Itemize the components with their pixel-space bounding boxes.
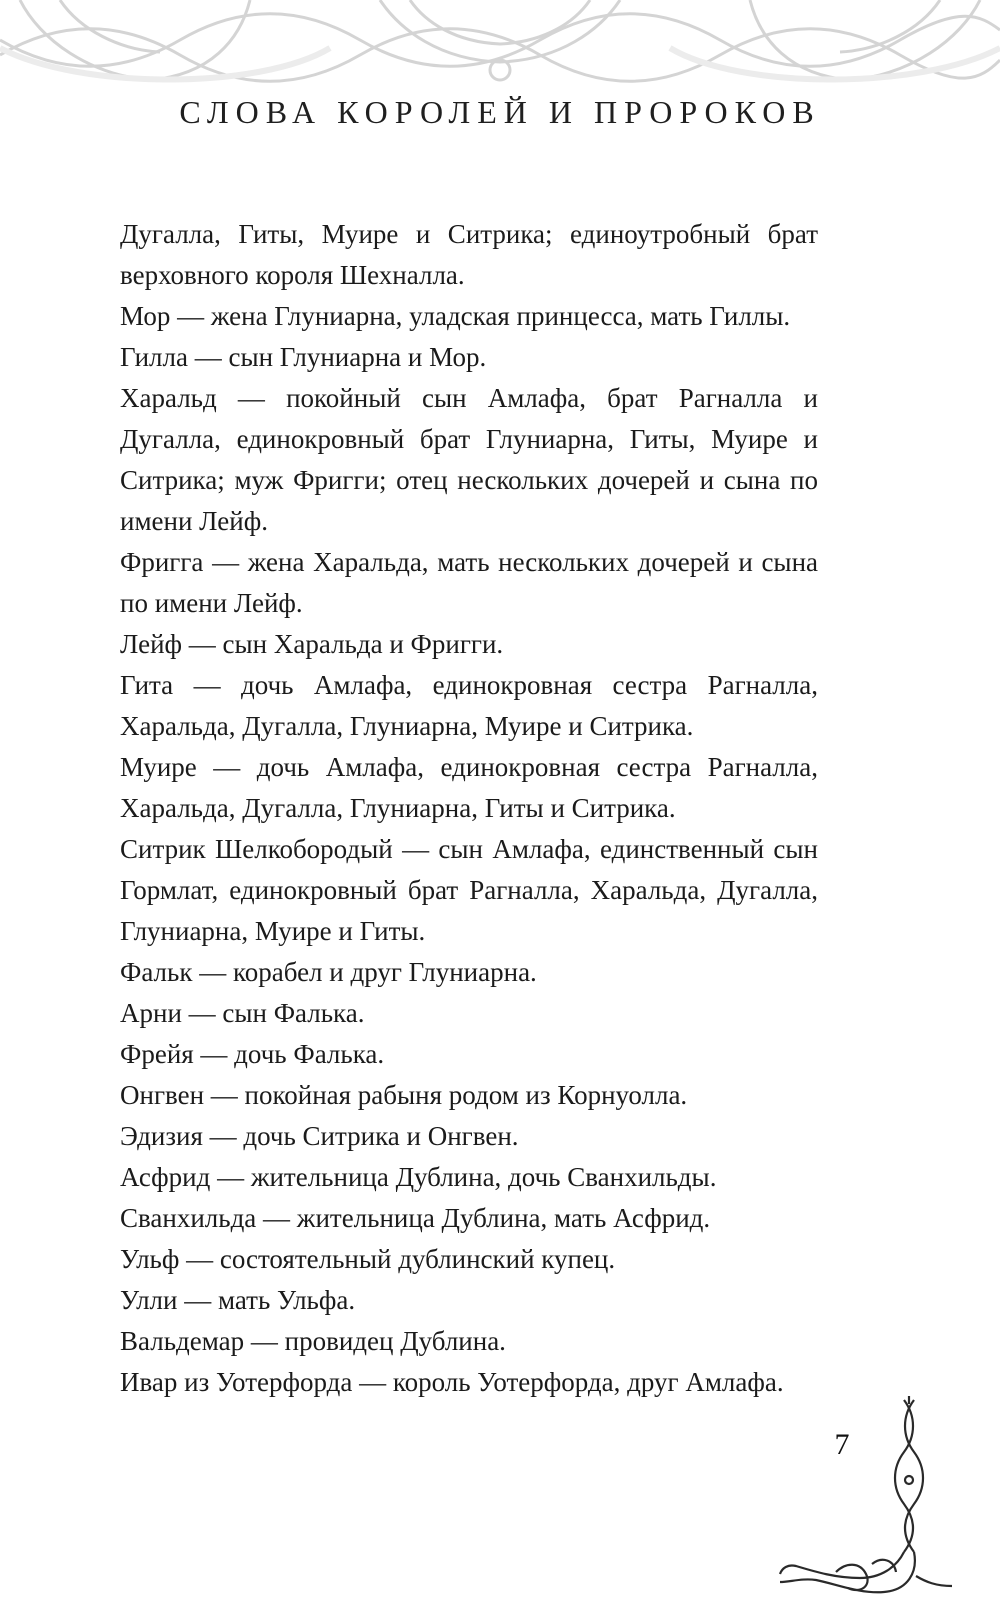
entry-harald: Харальд — покойный сын Амлафа, брат Рагналла и Дугалла, единокровный брат Глуниарна, Гиты, Муире и Ситрика; муж Фригги; отец нескольких дочерей и сына по имени Лейф. [120, 383, 818, 536]
entry-ulli: Улли — мать Ульфа. [120, 1285, 356, 1315]
entry-frigga: Фригга — жена Харальда, мать нескольких дочерей и сына по имени Лейф. [120, 547, 818, 618]
celtic-corner-ornament [776, 1396, 956, 1596]
entry-gita: Гита — дочь Амлафа, единокровная сестра Рагналла, Харальда, Дугалла, Глуниарна, Муире и Ситрика. [120, 670, 818, 741]
running-header: СЛОВА КОРОЛЕЙ И ПРОРОКОВ [179, 94, 821, 130]
entry-gilla: Гилла — сын Глуниарна и Мор. [120, 342, 487, 372]
entry-falk: Фальк — корабел и друг Глуниарна. [120, 957, 537, 987]
page-number: 7 [834, 1428, 850, 1461]
entry-ivar: Ивар из Уотерфорда — король Уотерфорда, друг Амлафа. [120, 1367, 784, 1397]
entry-valdemar: Вальдемар — провидец Дублина. [120, 1326, 506, 1356]
entry-asfrid: Асфрид — жительница Дублина, дочь Сванхильды. [120, 1162, 717, 1192]
entry-arni: Арни — сын Фалька. [120, 998, 365, 1028]
celtic-knot-header-ornament [0, 0, 1000, 100]
entry-edizia: Эдизия — дочь Ситрика и Онгвен. [120, 1121, 519, 1151]
entry-mor: Мор — жена Глуниарна, уладская принцесса, мать Гиллы. [120, 301, 791, 331]
entry-muire: Муире — дочь Амлафа, единокровная сестра Рагналла, Харальда, Дугалла, Глуниарна, Гиты и Ситрика. [120, 752, 818, 823]
character-list [120, 214, 818, 1403]
entry-ulf: Ульф — состоятельный дублинский купец. [120, 1244, 616, 1274]
entry-dugall-continuation: Дугалла, Гиты, Муире и Ситрика; единоутробный брат верховного короля Шехналла. [120, 219, 818, 290]
entry-ongwen: Онгвен — покойная рабыня родом из Корнуолла. [120, 1080, 688, 1110]
entry-svanhilda: Сванхильда — жительница Дублина, мать Асфрид. [120, 1203, 711, 1233]
entry-leif: Лейф — сын Харальда и Фригги. [120, 629, 504, 659]
entry-sitric: Ситрик Шелкобородый — сын Амлафа, единственный сын Гормлат, единокровный брат Рагналла, Харальда, Дугалла, Глуниарна, Муире и Гиты. [120, 834, 818, 946]
entry-freya: Фрейя — дочь Фалька. [120, 1039, 385, 1069]
